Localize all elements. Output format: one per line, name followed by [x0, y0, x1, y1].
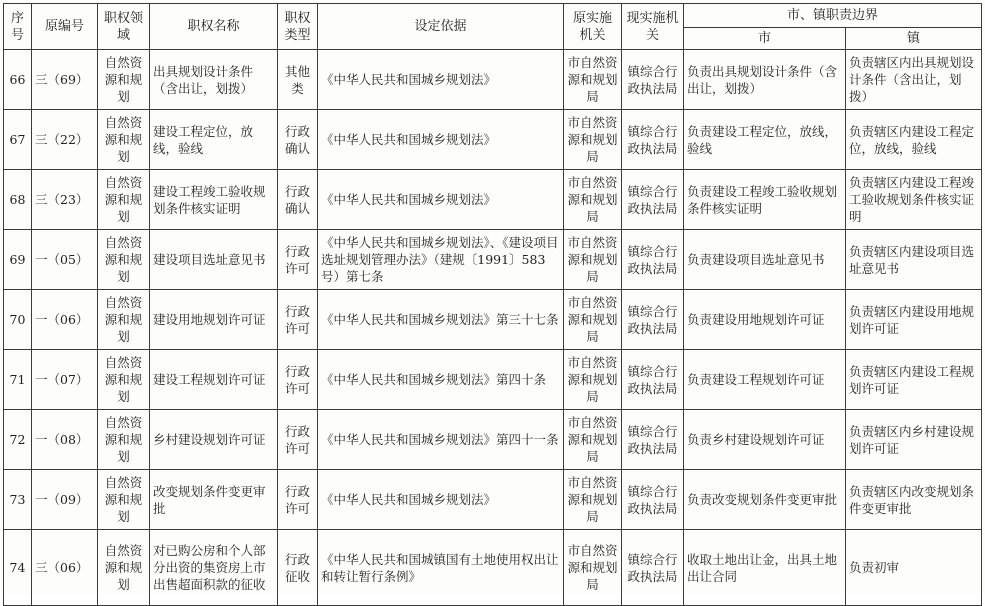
- cell-cur-org: 镇综合行政执法局: [622, 50, 684, 110]
- cell-basis: 《中华人民共和国城乡规划法》: [318, 470, 564, 530]
- table-row: [4, 410, 982, 470]
- responsibility-table: [3, 3, 982, 606]
- cell-seq: 71: [4, 350, 32, 410]
- cell-town: 负责辖区内改变规划条件变更审批: [846, 470, 982, 530]
- cell-domain: 自然资源和规划: [98, 470, 150, 530]
- cell-domain: 自然资源和规划: [98, 410, 150, 470]
- header-orig-no: 原编号: [32, 4, 98, 50]
- cell-cur-org: 镇综合行政执法局: [622, 470, 684, 530]
- cell-domain: 自然资源和规划: [98, 110, 150, 170]
- cell-town: 负责辖区内建设项目选址意见书: [846, 230, 982, 290]
- header-domain: 职权领域: [98, 4, 150, 50]
- cell-type: 行政许可: [278, 350, 318, 410]
- cell-city: 负责建设工程定位，放线，验线: [684, 110, 846, 170]
- cell-basis: 《中华人民共和国城乡规划法》: [318, 170, 564, 230]
- cell-type: 行政许可: [278, 410, 318, 470]
- cell-cur-org: 镇综合行政执法局: [622, 290, 684, 350]
- cell-seq: 74: [4, 530, 32, 606]
- cell-type: 行政征收: [278, 530, 318, 606]
- cell-name: 出具规划设计条件（含出让，划拨）: [150, 50, 278, 110]
- cell-city: 收取土地出让金，出具土地出让合同: [684, 530, 846, 606]
- header-type: 职权类型: [278, 4, 318, 50]
- cell-town: 负责辖区内乡村建设规划许可证: [846, 410, 982, 470]
- table-row: [4, 110, 982, 170]
- cell-orig-no: 三（69）: [32, 50, 98, 110]
- cell-name: 乡村建设规划许可证: [150, 410, 278, 470]
- cell-domain: 自然资源和规划: [98, 50, 150, 110]
- header-name: 职权名称: [150, 4, 278, 50]
- header-town: 镇: [846, 28, 982, 50]
- cell-basis: 《中华人民共和国城乡规划法》第四十条: [318, 350, 564, 410]
- cell-basis: 《中华人民共和国城乡规划法》: [318, 110, 564, 170]
- cell-orig-no: 三（06）: [32, 530, 98, 606]
- cell-town: 负责辖区内建设工程规划许可证: [846, 350, 982, 410]
- table-row: [4, 50, 982, 110]
- cell-domain: 自然资源和规划: [98, 170, 150, 230]
- cell-orig-org: 市自然资源和规划局: [564, 350, 622, 410]
- cell-name: 建设工程规划许可证: [150, 350, 278, 410]
- cell-city: 负责乡村建设规划许可证: [684, 410, 846, 470]
- table-header: [4, 4, 982, 50]
- cell-orig-no: 三（22）: [32, 110, 98, 170]
- cell-town: 负责辖区内建设工程定位，放线，验线: [846, 110, 982, 170]
- cell-orig-org: 市自然资源和规划局: [564, 50, 622, 110]
- header-orig-org: 原实施机关: [564, 4, 622, 50]
- cell-orig-org: 市自然资源和规划局: [564, 470, 622, 530]
- table-body: [4, 50, 982, 606]
- cell-orig-org: 市自然资源和规划局: [564, 110, 622, 170]
- cell-orig-org: 市自然资源和规划局: [564, 410, 622, 470]
- cell-orig-no: 一（08）: [32, 410, 98, 470]
- cell-city: 负责建设工程规划许可证: [684, 350, 846, 410]
- cell-town: 负责初审: [846, 530, 982, 606]
- cell-orig-no: 一（05）: [32, 230, 98, 290]
- cell-cur-org: 镇综合行政执法局: [622, 530, 684, 606]
- cell-name: 建设用地规划许可证: [150, 290, 278, 350]
- table-row: [4, 530, 982, 606]
- table-row: [4, 470, 982, 530]
- cell-name: 建设项目选址意见书: [150, 230, 278, 290]
- cell-cur-org: 镇综合行政执法局: [622, 110, 684, 170]
- cell-type: 行政确认: [278, 110, 318, 170]
- cell-city: 负责建设用地规划许可证: [684, 290, 846, 350]
- cell-cur-org: 镇综合行政执法局: [622, 230, 684, 290]
- cell-domain: 自然资源和规划: [98, 530, 150, 606]
- table-row: [4, 350, 982, 410]
- cell-orig-no: 一（07）: [32, 350, 98, 410]
- cell-orig-no: 一（09）: [32, 470, 98, 530]
- cell-orig-no: 三（23）: [32, 170, 98, 230]
- cell-type: 行政许可: [278, 470, 318, 530]
- cell-seq: 72: [4, 410, 32, 470]
- cell-basis: 《中华人民共和国城乡规划法》、《建设项目选址规划管理办法》（建规〔1991〕583号）第七条: [318, 230, 564, 290]
- cell-orig-org: 市自然资源和规划局: [564, 170, 622, 230]
- cell-town: 负责辖区内建设工程竣工验收规划条件核实证明: [846, 170, 982, 230]
- cell-name: 建设工程竣工验收规划条件核实证明: [150, 170, 278, 230]
- cell-basis: 《中华人民共和国城乡规划法》: [318, 50, 564, 110]
- cell-domain: 自然资源和规划: [98, 290, 150, 350]
- table-row: [4, 170, 982, 230]
- cell-orig-org: 市自然资源和规划局: [564, 530, 622, 606]
- cell-city: 负责建设工程竣工验收规划条件核实证明: [684, 170, 846, 230]
- cell-seq: 68: [4, 170, 32, 230]
- header-boundary: 市、镇职责边界: [684, 4, 982, 28]
- table-row: [4, 230, 982, 290]
- cell-name: 对已购公房和个人部分出资的集资房上市出售超面积款的征收: [150, 530, 278, 606]
- table-row: [4, 290, 982, 350]
- cell-orig-org: 市自然资源和规划局: [564, 230, 622, 290]
- cell-type: 其他类: [278, 50, 318, 110]
- cell-seq: 66: [4, 50, 32, 110]
- cell-city: 负责建设项目选址意见书: [684, 230, 846, 290]
- cell-basis: 《中华人民共和国城镇国有土地使用权出让和转让暂行条例》: [318, 530, 564, 606]
- cell-seq: 73: [4, 470, 32, 530]
- cell-type: 行政许可: [278, 230, 318, 290]
- header-basis: 设定依据: [318, 4, 564, 50]
- cell-city: 负责改变规划条件变更审批: [684, 470, 846, 530]
- cell-seq: 70: [4, 290, 32, 350]
- cell-domain: 自然资源和规划: [98, 350, 150, 410]
- cell-town: 负责辖区内建设用地规划许可证: [846, 290, 982, 350]
- cell-type: 行政确认: [278, 170, 318, 230]
- cell-name: 改变规划条件变更审批: [150, 470, 278, 530]
- cell-seq: 67: [4, 110, 32, 170]
- cell-basis: 《中华人民共和国城乡规划法》第四十一条: [318, 410, 564, 470]
- cell-name: 建设工程定位，放线，验线: [150, 110, 278, 170]
- cell-orig-no: 一（06）: [32, 290, 98, 350]
- header-city: 市: [684, 28, 846, 50]
- cell-type: 行政许可: [278, 290, 318, 350]
- cell-orig-org: 市自然资源和规划局: [564, 290, 622, 350]
- header-cur-org: 现实施机关: [622, 4, 684, 50]
- cell-basis: 《中华人民共和国城乡规划法》第三十七条: [318, 290, 564, 350]
- cell-town: 负责辖区内出具规划设计条件（含出让，划拨）: [846, 50, 982, 110]
- cell-cur-org: 镇综合行政执法局: [622, 410, 684, 470]
- cell-cur-org: 镇综合行政执法局: [622, 350, 684, 410]
- cell-cur-org: 镇综合行政执法局: [622, 170, 684, 230]
- header-seq: 序号: [4, 4, 32, 50]
- cell-seq: 69: [4, 230, 32, 290]
- cell-city: 负责出具规划设计条件（含出让，划拨）: [684, 50, 846, 110]
- cell-domain: 自然资源和规划: [98, 230, 150, 290]
